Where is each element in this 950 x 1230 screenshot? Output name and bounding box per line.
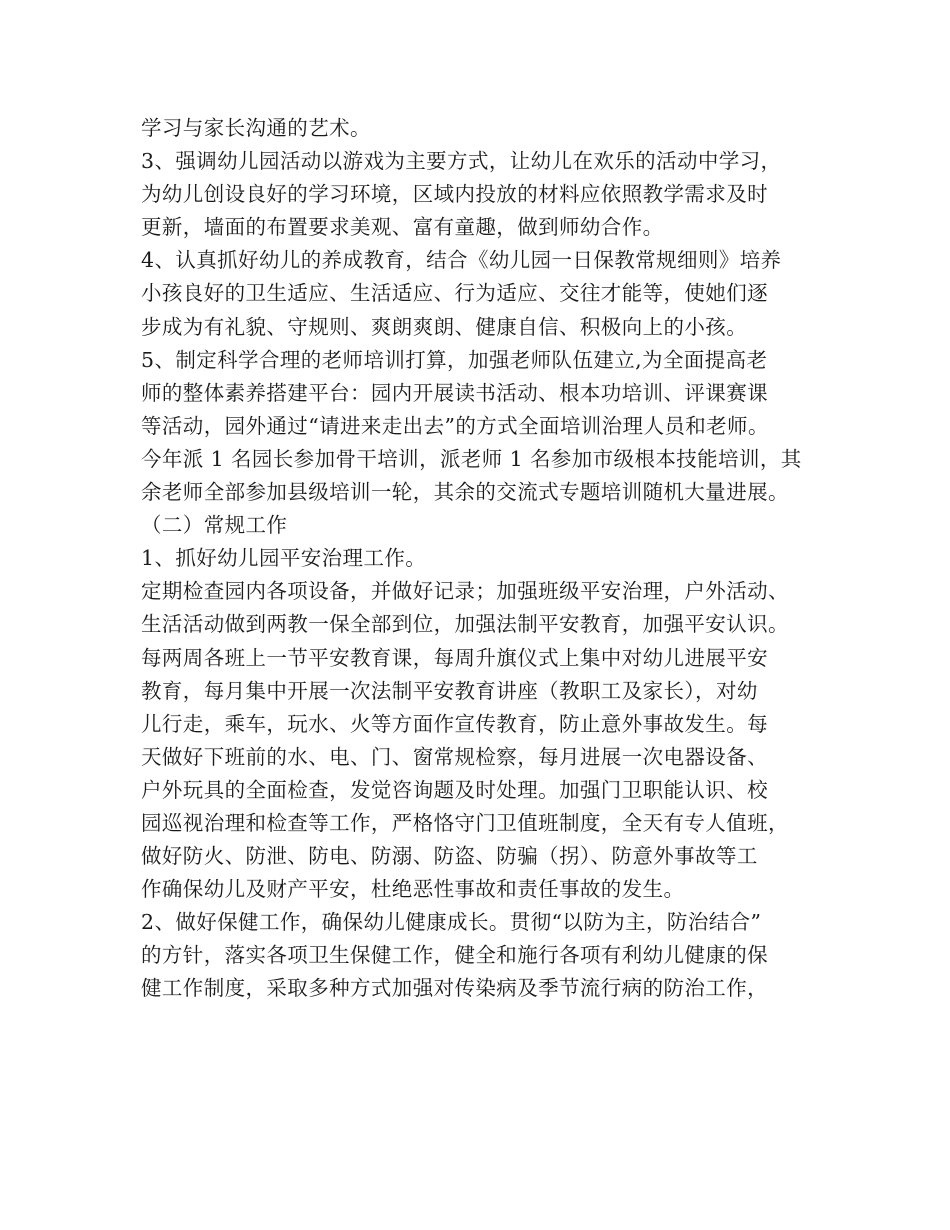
text-line: 儿行走，乘车，玩水、火等方面作宣传教育，防止意外事故发生。每 — [141, 711, 768, 736]
text-line: 步成为有礼貌、守规则、爽朗爽朗、健康自信、积极向上的小孩。 — [141, 314, 748, 339]
section-heading: （二）常规工作 — [141, 513, 288, 538]
text-line: 1、抓好幼儿园平安治理工作。 — [141, 546, 427, 571]
text-line: 户外玩具的全面检查，发觉咨询题及时处理。加强门卫职能认识、校 — [141, 777, 768, 802]
text-line: 的方针，落实各项卫生保健工作，健全和施行各项有利幼儿健康的保 — [141, 943, 768, 968]
text-line: 等活动，园外通过“请进来走出去”的方式全面培训治理人员和老师。 — [141, 413, 769, 438]
text-line: 5、制定科学合理的老师培训打算，加强老师队伍建立,为全面提高老 — [141, 347, 768, 372]
text-line: 每两周各班上一节平安教育课，每周升旗仪式上集中对幼儿进展平安 — [141, 645, 768, 670]
text-line: 小孩良好的卫生适应、生活适应、行为适应、交往才能等，使她们逐 — [141, 281, 768, 306]
text-line: 定期检查园内各项设备，并做好记录；加强班级平安治理，户外活动、 — [141, 579, 789, 604]
text-line: 生活活动做到两教一保全部到位，加强法制平安教育，加强平安认识。 — [141, 612, 789, 637]
text-line: 余老师全部参加县级培训一轮，其余的交流式专题培训随机大量进展。 — [141, 480, 789, 505]
text-line: 健工作制度，采取多种方式加强对传染病及季节流行病的防治工作， — [141, 976, 768, 1001]
text-line: 做好防火、防泄、防电、防溺、防盗、防骗（拐）、防意外事故等工 — [141, 844, 758, 869]
text-line: 师的整体素养搭建平台：园内开展读书活动、根本功培训、评课赛课 — [141, 380, 768, 405]
text-line: 作确保幼儿及财产平安，杜绝恶性事故和责任事故的发生。 — [141, 877, 685, 902]
text-line: 教育，每月集中开展一次法制平安教育讲座（教职工及家长），对幼 — [141, 678, 758, 703]
text-line: 3、强调幼儿园活动以游戏为主要方式，让幼儿在欢乐的活动中学习， — [141, 149, 782, 174]
text-line: 4、认真抓好幼儿的养成教育，结合《幼儿园一日保教常规细则》培养 — [141, 248, 782, 273]
document-body — [141, 112, 841, 1006]
text-line: 园巡视治理和检查等工作，严格恪守门卫值班制度，全天有专人值班， — [141, 810, 789, 835]
text-line: 学习与家长沟通的艺术。 — [141, 116, 371, 140]
text-line: 2、做好保健工作，确保幼儿健康成长。贯彻“以防为主，防治结合” — [141, 910, 762, 935]
text-line: 天做好下班前的水、电、门、窗常规检察，每月进展一次电器设备、 — [141, 744, 768, 769]
text-line: 今年派 1 名园长参加骨干培训，派老师 1 名参加市级根本技能培训，其 — [141, 446, 802, 471]
text-line: 为幼儿创设良好的学习环境，区域内投放的材料应依照教学需求及时 — [141, 182, 768, 207]
text-line: 更新，墙面的布置要求美观、富有童趣，做到师幼合作。 — [141, 215, 664, 240]
